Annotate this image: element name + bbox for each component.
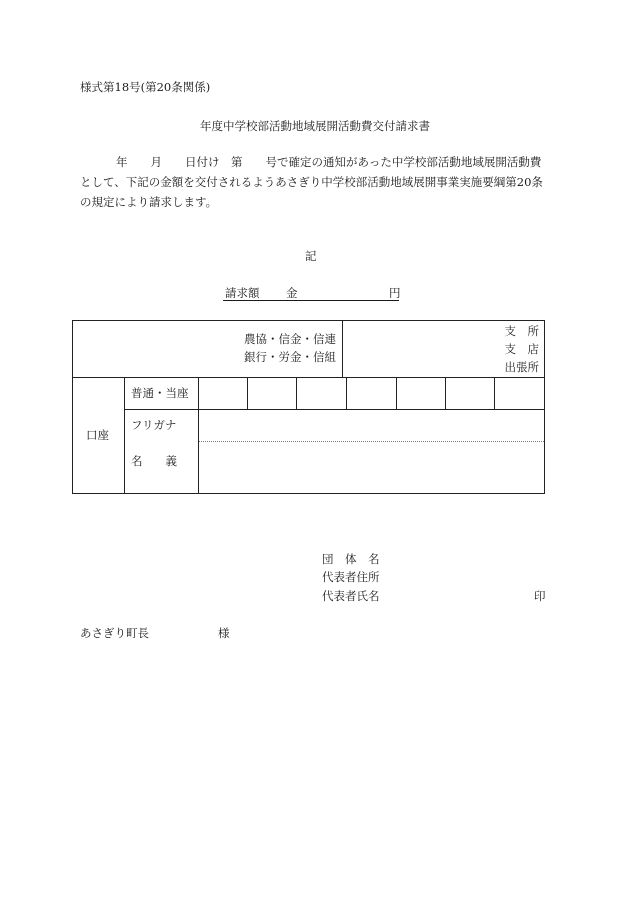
account-number-cell-divider bbox=[445, 377, 446, 410]
account-number-cell-divider bbox=[296, 377, 297, 410]
furigana-separator bbox=[199, 441, 544, 442]
form-number: 様式第18号(第20条関係) bbox=[80, 80, 211, 94]
account-number-cell-divider bbox=[396, 377, 397, 410]
branch-shucchou: 出張所 bbox=[504, 360, 539, 374]
body-line-3: の規定により請求します。 bbox=[80, 195, 218, 209]
account-type-row-bottom bbox=[124, 409, 545, 410]
bank-branch-divider bbox=[342, 320, 343, 378]
bank-types-line2: 銀行・労金・信組 bbox=[244, 350, 336, 364]
table-border-left bbox=[72, 320, 73, 494]
body-line-1: 年 月 日付け 第 号で確定の通知があった中学校部活動地域展開活動費 bbox=[116, 155, 542, 169]
branch-ten: 支 店 bbox=[504, 342, 539, 356]
seal-mark: 印 bbox=[534, 589, 546, 603]
account-type-label: 普通・当座 bbox=[131, 386, 189, 400]
signer-address-label: 代表者住所 bbox=[322, 570, 380, 584]
table-border-top bbox=[72, 320, 545, 321]
addressee-name: あさぎり町長 bbox=[80, 626, 149, 640]
furigana-label: フリガナ bbox=[131, 418, 177, 432]
request-amount-label: 請求額 bbox=[225, 286, 260, 300]
account-label: 口座 bbox=[86, 428, 109, 442]
request-amount-yen: 円 bbox=[389, 286, 401, 300]
document-title: 年度中学校部活動地域展開活動費交付請求書 bbox=[200, 119, 430, 133]
account-number-cell-divider bbox=[494, 377, 495, 410]
body-line-2: として、下記の金額を交付されるようあさぎり中学校部活動地域展開事業実施要綱第20条 bbox=[80, 175, 543, 189]
account-number-cell-divider bbox=[346, 377, 347, 410]
table-border-right bbox=[544, 320, 545, 494]
request-amount-kin: 金 bbox=[286, 286, 298, 300]
bank-types-line1: 農協・信金・信連 bbox=[244, 332, 336, 346]
signer-name-label: 代表者氏名 bbox=[322, 589, 380, 603]
table-border-bottom bbox=[72, 493, 545, 494]
row1-bottom bbox=[72, 377, 545, 378]
branch-shi: 支 所 bbox=[504, 324, 539, 338]
signer-org-label: 団 体 名 bbox=[322, 552, 380, 566]
sublabel-divider bbox=[198, 377, 199, 494]
meigi-label: 名 義 bbox=[131, 454, 177, 468]
request-amount-underline bbox=[223, 300, 399, 301]
account-number-cell-divider bbox=[247, 377, 248, 410]
account-label-divider bbox=[124, 377, 125, 494]
ki-heading: 記 bbox=[305, 249, 317, 263]
addressee-honorific: 様 bbox=[218, 626, 230, 640]
